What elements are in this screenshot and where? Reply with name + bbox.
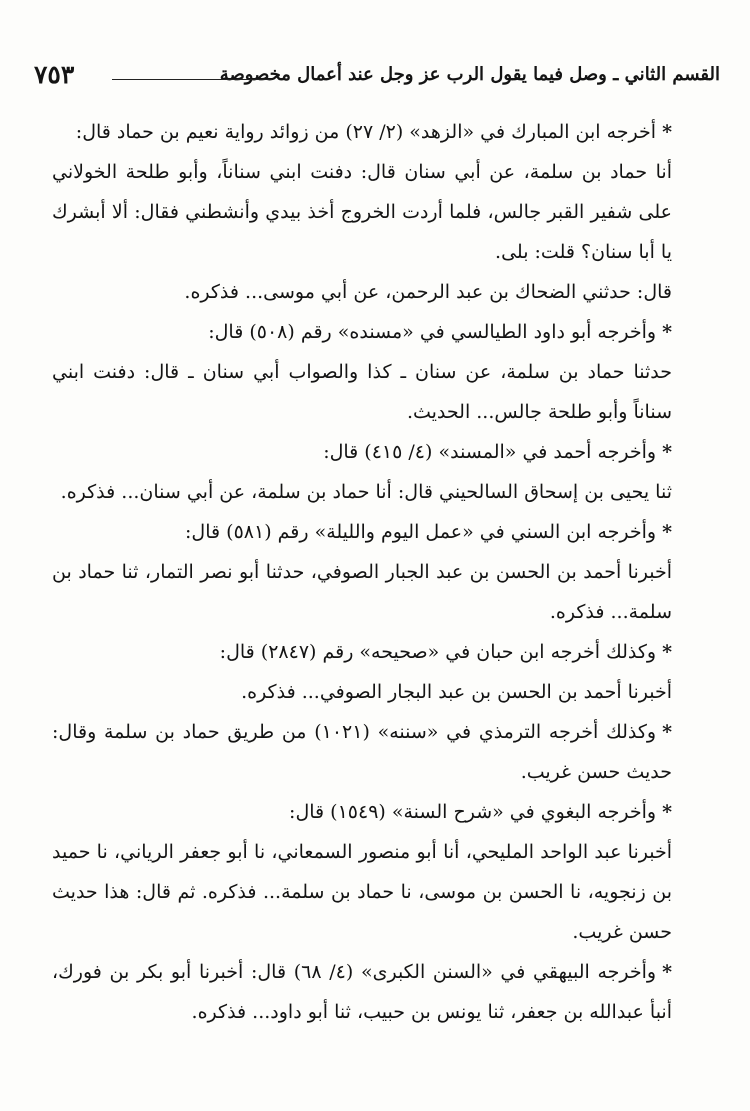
paragraph-text: وأخرجه أبو داود الطيالسي في «مسنده» رقم (٥٠٨) قال: — [208, 321, 657, 343]
page-number: ٧٥٣ — [34, 60, 75, 89]
citation-paragraph — [52, 512, 700, 552]
asterisk-marker: * — [662, 121, 672, 143]
asterisk-marker: * — [662, 961, 672, 983]
paragraph-text: ثنا يحيى بن إسحاق السالحيني قال: أنا حماد بن سلمة، عن أبي سنان... فذكره. — [60, 481, 672, 503]
paragraph-text: أنا حماد بن سلمة، عن أبي سنان قال: دفنت ابني سناناً، وأبو طلحة الخولاني على شفير القبر جالس، فلما أردت الخروج أخذ بيدي وأنشطني فقال: ألا أبشرك يا أبا سنان؟ قلت: بلى. — [52, 161, 672, 263]
narration-paragraph — [52, 832, 700, 952]
paragraph-text: أخبرنا أحمد بن الحسن بن عبد الجبار الصوفي، حدثنا أبو نصر التمار، ثنا حماد بن سلمة... فذكره. — [52, 561, 672, 623]
paragraph-text: وأخرجه ابن السني في «عمل اليوم والليلة» رقم (٥٨١) قال: — [185, 521, 657, 543]
page-header — [34, 62, 720, 98]
narration-paragraph — [52, 672, 700, 712]
asterisk-marker: * — [662, 521, 672, 543]
narration-paragraph — [52, 152, 700, 272]
citation-paragraph — [52, 432, 700, 472]
citation-paragraph — [52, 712, 700, 792]
citation-paragraph — [52, 112, 700, 152]
paragraph-text: أخبرنا أحمد بن الحسن بن عبد البجار الصوفي... فذكره. — [241, 681, 672, 703]
narration-paragraph — [52, 272, 700, 312]
citation-paragraph — [52, 952, 700, 1032]
header-rule — [112, 79, 272, 80]
paragraph-text: حدثنا حماد بن سلمة، عن سنان ـ كذا والصواب أبي سنان ـ قال: دفنت ابني سناناً وأبو طلحة جالس... الحديث. — [52, 361, 672, 423]
paragraph-text: قال: حدثني الضحاك بن عبد الرحمن، عن أبي موسى... فذكره. — [184, 281, 672, 303]
page-body — [52, 112, 700, 1032]
asterisk-marker: * — [662, 321, 672, 343]
citation-paragraph — [52, 792, 700, 832]
running-title: القسم الثاني ـ وصل فيما يقول الرب عز وجل عند أعمال مخصوصة — [219, 64, 720, 85]
asterisk-marker: * — [662, 801, 672, 823]
paragraph-text: أخبرنا عبد الواحد المليحي، أنا أبو منصور السمعاني، نا أبو جعفر الرياني، نا حميد بن زنجويه، نا الحسن بن موسى، نا حماد بن سلمة... فذكره. ثم قال: هذا حديث حسن غريب. — [52, 841, 672, 943]
paragraph-text: وكذلك أخرجه ابن حبان في «صحيحه» رقم (٢٨٤٧) قال: — [219, 641, 657, 663]
citation-paragraph — [52, 632, 700, 672]
paragraph-text: أخرجه ابن المبارك في «الزهد» (٢/ ٢٧) من زوائد رواية نعيم بن حماد قال: — [75, 121, 657, 143]
narration-paragraph — [52, 352, 700, 432]
asterisk-marker: * — [662, 721, 672, 743]
asterisk-marker: * — [662, 641, 672, 663]
paragraph-text: وأخرجه البغوي في «شرح السنة» (١٥٤٩) قال: — [289, 801, 657, 823]
paragraph-text: وكذلك أخرجه الترمذي في «سننه» (١٠٢١) من طريق حماد بن سلمة وقال: حديث حسن غريب. — [52, 721, 672, 783]
citation-paragraph — [52, 312, 700, 352]
paragraph-text: وأخرجه أحمد في «المسند» (٤/ ٤١٥) قال: — [323, 441, 657, 463]
narration-paragraph — [52, 472, 700, 512]
paragraph-text: وأخرجه البيهقي في «السنن الكبرى» (٤/ ٦٨) قال: أخبرنا أبو بكر بن فورك، أنبأ عبدالله بن جعفر، ثنا يونس بن حبيب، ثنا أبو داود... فذكره. — [52, 961, 672, 1023]
asterisk-marker: * — [662, 441, 672, 463]
narration-paragraph — [52, 552, 700, 632]
